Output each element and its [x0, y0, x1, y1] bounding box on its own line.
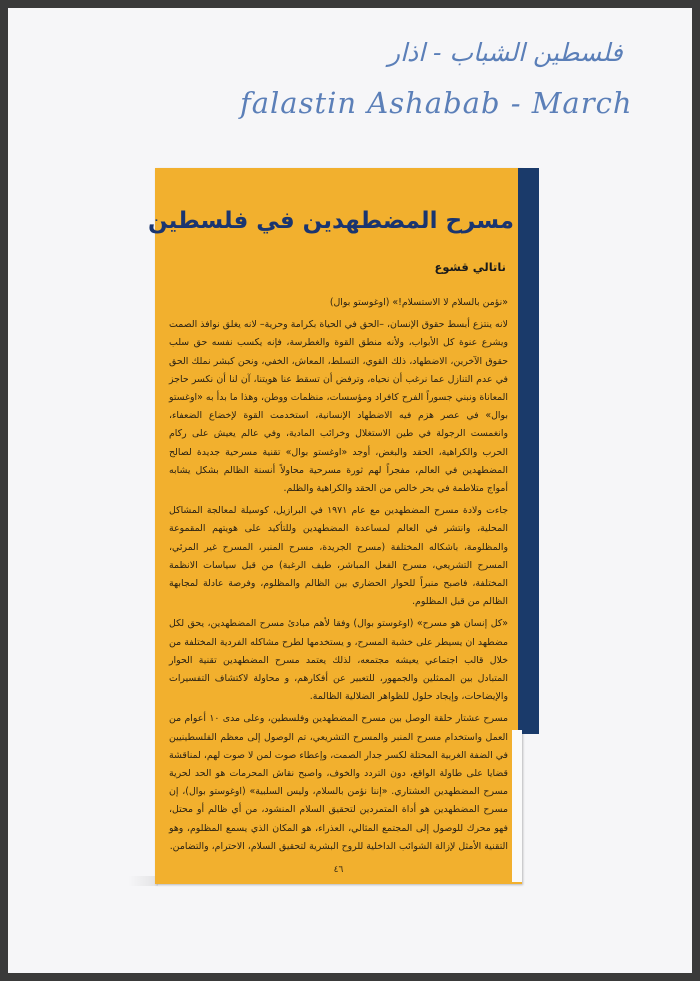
- article-body: [169, 294, 508, 860]
- article-title: مسرح المضطهدين في فلسطين: [147, 208, 514, 234]
- clipping-edge-strip: [512, 730, 522, 882]
- sidebar-color-bar: [518, 168, 539, 734]
- article-paragraph: لانه ينتزع أبسط حقوق الإنسان، –الحق في الحياة بكرامة وحرية– لانه يغلق نوافذ الصمت ويشرع عنوة كل الأبواب، ولأنه منطق القوة والغطرسة، فإنه يكسب نفسه حق سلب حقوق الآخرين، الاضطهاد، ذلك القوي، التسلط، المعاش، الخفي، ونحن كبشر نملك الحق في عدم التنازل عما نرغب أن نحياه، وترفض أن تسقط عنا هويتنا، آن لنا أن نكسر حاجز المعاناة ونبني جسوراً الفرح كافراد ومؤسسات، منظمات ووطن، وهذا ما بدأ به «اوغستو بوال» في عصر هزم فيه الاضطهاد الإنسانية، استخدمت القوة لإخضاع الضعفاء، وانغمست الرجولة في طين الاستغلال وخرائب المادية، وفي عالم يعيش على ركام الحرب والكراهية، الحقد والبغض، أوجد «اوغستو بوال» تقنية مسرحية جديدة لصالح المضطهدين في العالم، مفجراً لهم ثورة مسرحية محاولاً أنسنة الظالم بشكل يشابه أمواج متلاطمة في بحر خالص من الحقد والكراهية والظلم.: [169, 319, 508, 495]
- article-paragraph: «نؤمن بالسلام لا الاستسلام!» (اوغوستو بوال): [329, 297, 508, 308]
- handwritten-latin-note: falastin Ashabab - March: [240, 86, 633, 120]
- clipping-shadow: [128, 876, 158, 886]
- article-paragraph: مسرح عشتار حلقة الوصل بين مسرح المضطهدين وفلسطين، وعلى مدى ١٠ أعوام من العمل واستخدام مسرح المنبر والمسرح التشريعي، تم الوصول إلى معظم الفلسطينيين في الضفة الغربية المحتلة لكسر جدار الصمت، وإعطاء صوت لمن لا صوت لهم، لمناقشة قضايا على طاولة الواقع، دون التردد والخوف، واصبح نقاش المحرمات هو الحد لحرية مسرح المضطهدين العشتاري. «إننا نؤمن بالسلام، وليس السلبية» (اوغوستو بوال)، إن مسرح المضطهدين هو أداة المتمردين لتحقيق السلام المنشود، من أي ظالم أو محتل، فهو محرك للوصول إلى المجتمع المثالي، العذراء، هو المكان الذي يسمع المظلوم، وهو التقنية الأمثل لإزالة الشوائب الداخلية للروح البشرية لتحقيق السلام، الاحترام، والتضامن.: [169, 713, 508, 852]
- page-number: ٤٦: [333, 865, 344, 875]
- handwritten-arabic-note: فلسطين الشباب - اذار: [388, 38, 623, 67]
- article-paragraph: «كل إنسان هو مسرح» (اوغوستو بوال) وفقا لأهم مبادئ مسرح المضطهدين، يحق لكل مضطهد ان يسيطر على خشبة المسرح، و يستخدمها لطرح مشاكله الفردية المختلفة من خلال قالب اجتماعي يعيشه مجتمعه، لذلك يعتمد مسرح المضطهدين تقنية الحوار المتبادل بين الممثلين والجمهور، للتعبير عن أفكارهم، و محاولة لاكتشاف التفسيرات والإيضاحات، وإيجاد حلول للظواهر الضلالية الظالمة.: [169, 618, 508, 703]
- article-paragraph: جاءت ولادة مسرح المضطهدين مع عام ١٩٧١ في البرازيل، كوسيلة لمعالجة المشاكل المحلية، وانتشر في العالم لمساعدة المضطهدين وللتأكيد على هويتهم المقموعة والمظلومة، باشكاله المختلفة (مسرح الجريدة، مسرح المنبر، المسرح غير المرئي، المسرح التشريعي، مسرح الفعل المباشر، طيف الرغبة) من قبل سياسات الانظمة المختلفة، فاصبح منبراً للحوار الحضاري بين الظالم والمظلوم، وفرصة عادلة لمجابهة الظالم من قبل المظلوم.: [169, 505, 508, 608]
- article-author: ناتالي قشوع: [434, 260, 506, 274]
- newspaper-clipping: [147, 168, 522, 884]
